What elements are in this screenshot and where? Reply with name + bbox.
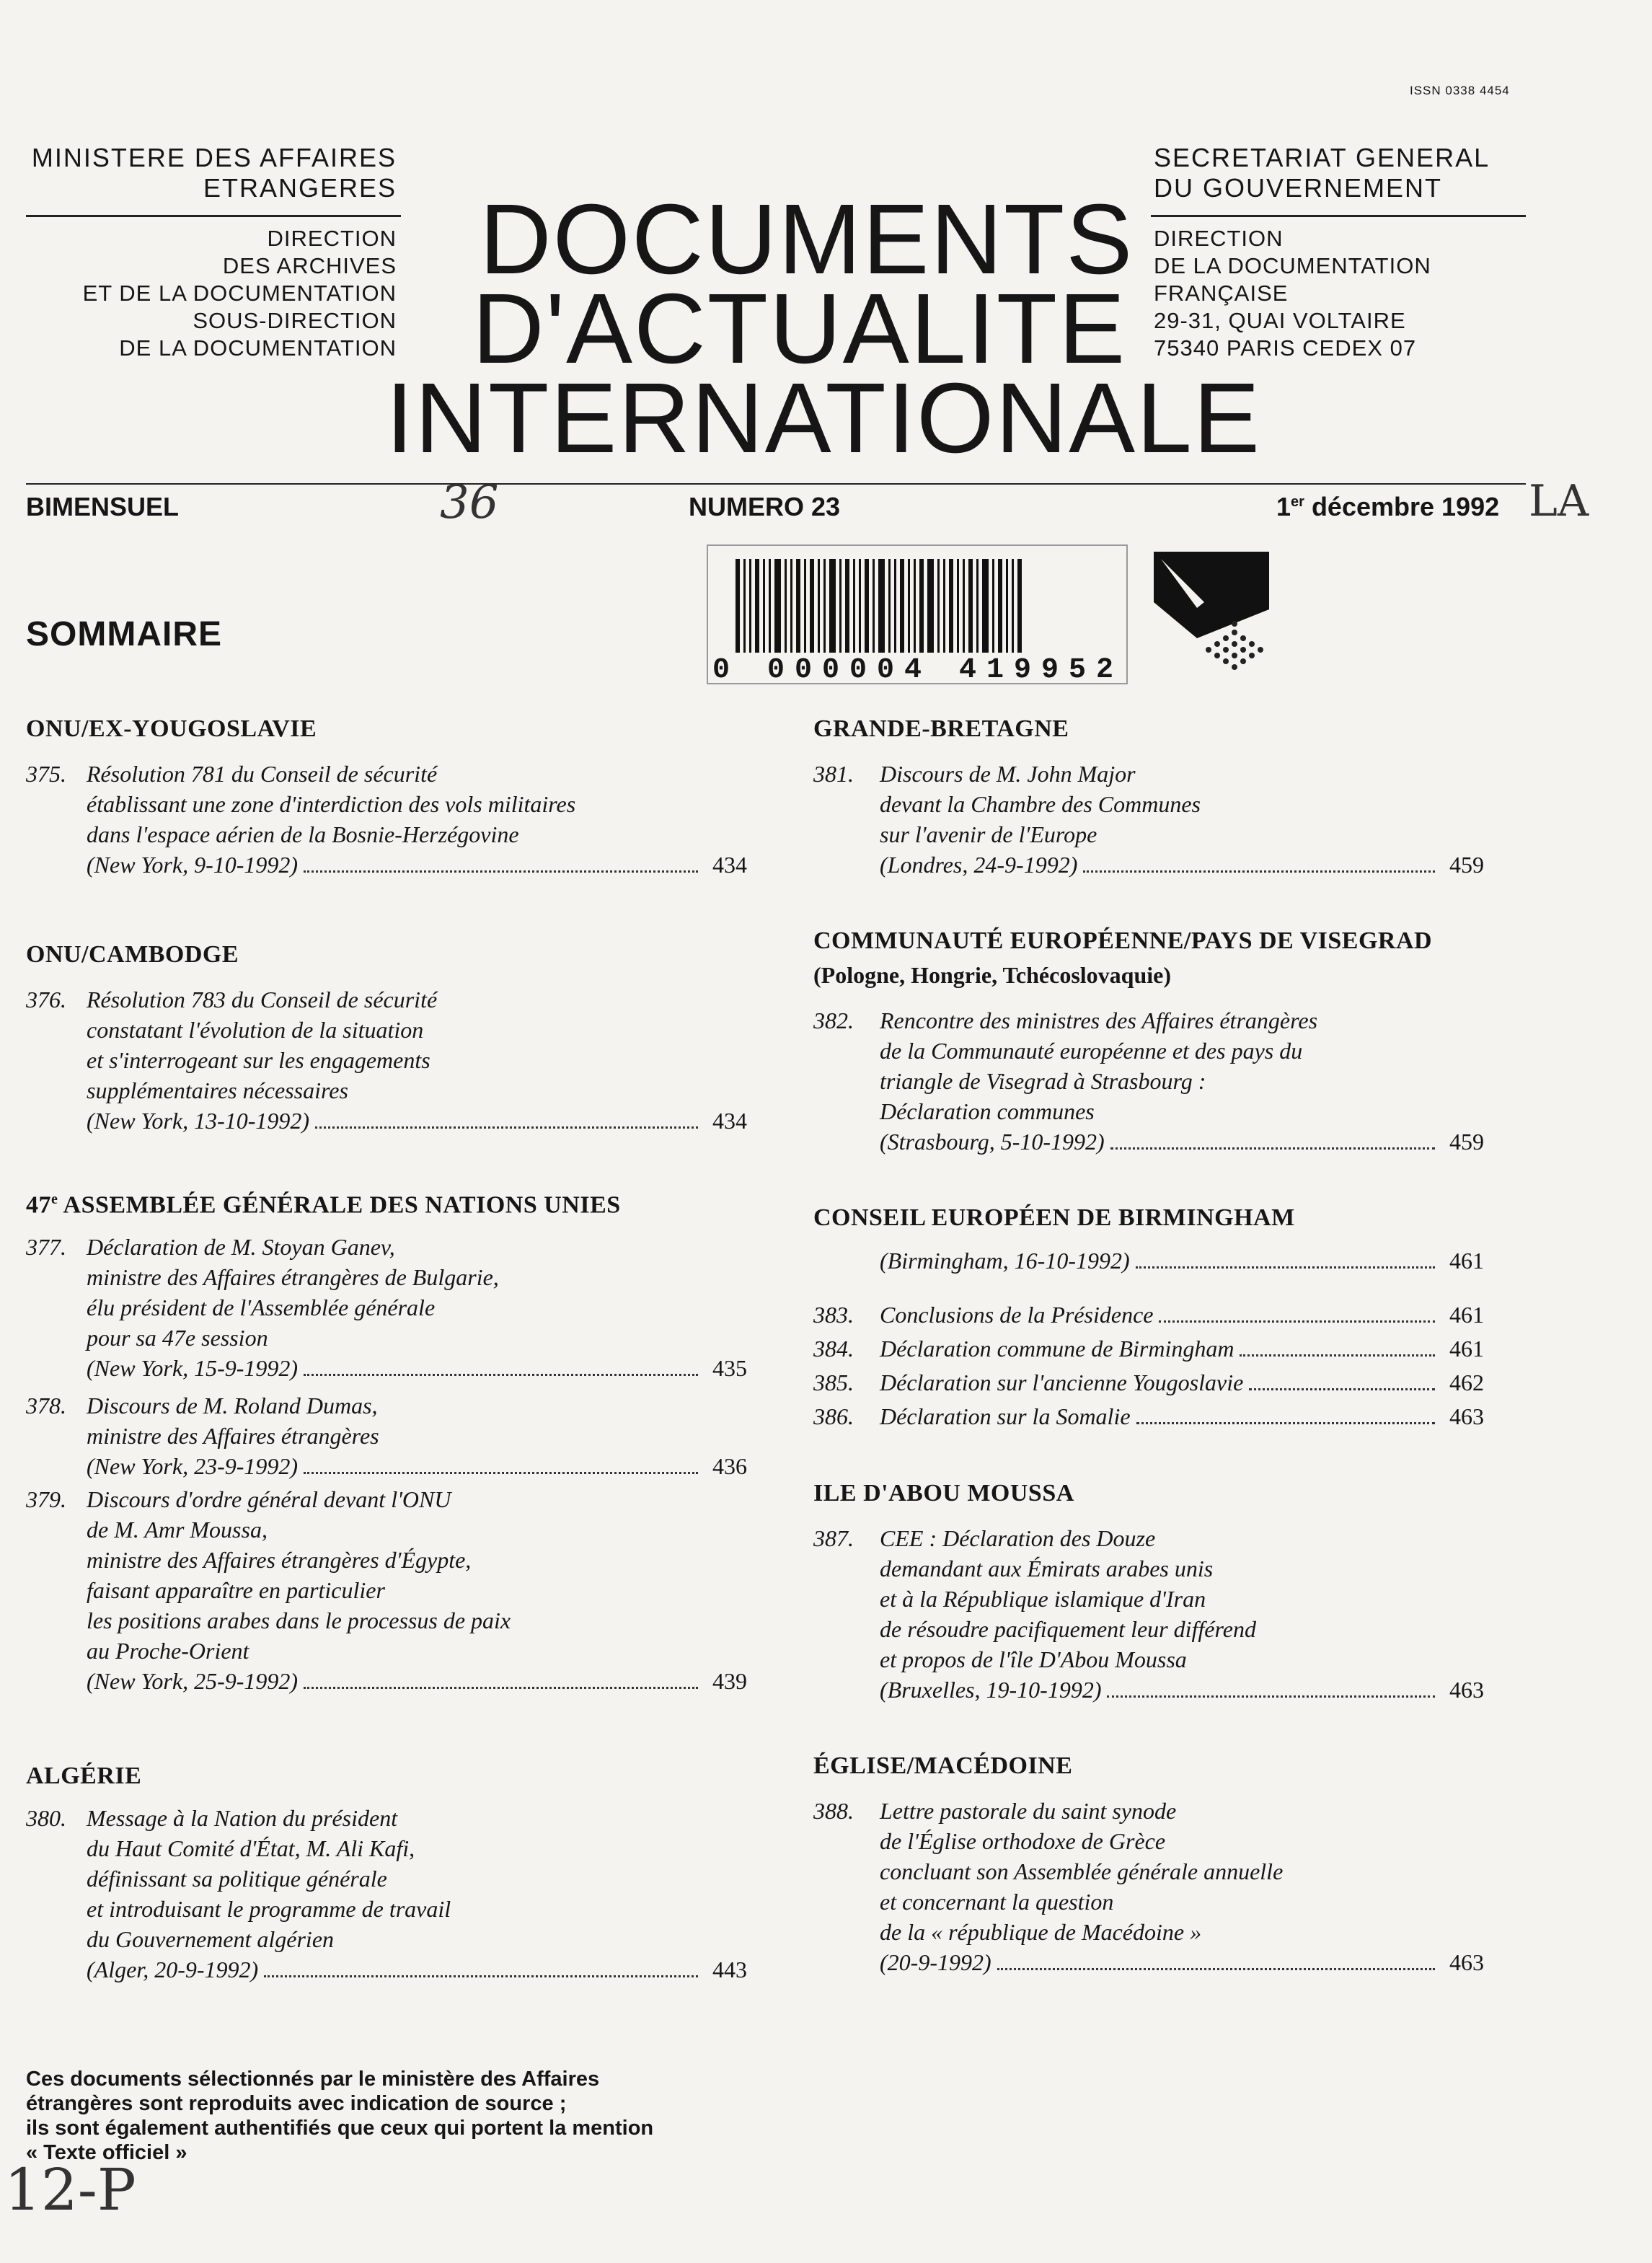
toc-entry-379[interactable]	[26, 1484, 747, 1696]
toc-entry-383[interactable]	[813, 1300, 1484, 1330]
entry-line: Résolution 783 du Conseil de sécurité	[87, 987, 438, 1013]
entry-line: (Londres, 24-9-1992)	[880, 852, 1078, 878]
barcode-bar	[900, 559, 904, 653]
dot-leader	[304, 1472, 698, 1474]
toc-entry-382[interactable]	[813, 1005, 1484, 1157]
direction-line: DES ARCHIVES	[222, 253, 397, 278]
right-rule	[1151, 215, 1526, 217]
barcode-bar	[818, 559, 820, 653]
entry-line: (New York, 9-10-1992)	[87, 852, 299, 878]
dot-leader	[1136, 1266, 1435, 1269]
entry-line: concluant son Assemblée générale annuelle	[880, 1858, 1284, 1884]
barcode-bar	[888, 559, 891, 653]
dot-leader	[1249, 1388, 1435, 1390]
left-rule	[26, 215, 401, 217]
logo-mark-icon	[1154, 552, 1269, 678]
issn-number: ISSN 0338 4454	[1410, 84, 1510, 97]
entry-line: dans l'espace aérien de la Bosnie-Herzégovine	[87, 821, 519, 847]
barcode-bar	[763, 559, 765, 653]
entry-line: Résolution 781 du Conseil de sécurité	[87, 761, 438, 787]
barcode-bar	[749, 559, 751, 653]
entry-line: élu président de l'Assemblée générale	[87, 1294, 436, 1320]
barcode-bar	[755, 559, 759, 653]
direction-line: 29-31, QUAI VOLTAIRE	[1154, 308, 1406, 333]
direction-line: DIRECTION	[267, 226, 397, 251]
entry-line: définissant sa politique générale	[87, 1866, 387, 1892]
entry-line: et à la République islamique d'Iran	[880, 1586, 1206, 1612]
entry-line: (Birmingham, 16-10-1992)	[880, 1248, 1130, 1274]
dot-leader	[304, 1374, 698, 1376]
barcode-bar	[937, 559, 940, 653]
entry-number: 382.	[813, 1007, 854, 1033]
barcode-bar	[859, 559, 861, 653]
entry-line: pour sa 47e session	[87, 1325, 268, 1351]
barcode-bar	[790, 559, 792, 653]
barcode-bar	[949, 559, 953, 653]
barcode-bar	[804, 559, 806, 653]
direction-line: DE LA DOCUMENTATION	[1154, 253, 1431, 278]
entry-line: Discours de M. John Major	[880, 761, 1136, 787]
toc-entry-380[interactable]	[26, 1803, 747, 1985]
entry-line: et concernant la question	[880, 1889, 1114, 1915]
barcode-bar	[976, 559, 979, 653]
entry-line: du Gouvernement algérien	[87, 1926, 335, 1952]
barcode-bar	[823, 559, 826, 653]
barcode-bar	[796, 559, 800, 653]
barcode-bar	[968, 559, 973, 653]
toc-entry-376[interactable]	[26, 984, 747, 1136]
toc-entry-birmingham[interactable]	[813, 1245, 1484, 1276]
direction-line: 75340 PARIS CEDEX 07	[1154, 335, 1417, 361]
entry-line: de la Communauté européenne et des pays du	[880, 1038, 1303, 1064]
barcode-bar	[963, 559, 965, 653]
handwritten-mark: LA	[1529, 476, 1589, 526]
footer-line: Ces documents sélectionnés par le ministère des Affaires	[26, 2068, 600, 2091]
title-line-1: DOCUMENTS	[480, 184, 1134, 295]
dot-leader	[315, 1126, 698, 1129]
dot-leader	[1083, 870, 1435, 873]
barcode-bars	[736, 559, 1103, 653]
title-line-2: D'ACTUALITE	[472, 273, 1127, 384]
entry-line: Conclusions de la Présidence	[880, 1302, 1154, 1328]
section-title: CONSEIL EUROPÉEN DE BIRMINGHAM	[813, 1204, 1295, 1231]
secretariat-block	[1154, 143, 1529, 203]
entry-line: établissant une zone d'interdiction des vols militaires	[87, 791, 576, 817]
entry-number: 384.	[813, 1336, 854, 1362]
entry-number: 375.	[26, 761, 66, 787]
sommaire-heading: SOMMAIRE	[26, 615, 222, 653]
direction-line: ET DE LA DOCUMENTATION	[82, 281, 397, 306]
section-subtitle: (Pologne, Hongrie, Tchécoslovaquie)	[813, 962, 1171, 988]
toc-entry-385[interactable]	[813, 1367, 1484, 1398]
entry-line: triangle de Visegrad à Strasbourg :	[880, 1068, 1206, 1094]
barcode-bar	[943, 559, 945, 653]
entry-line: constatant l'évolution de la situation	[87, 1017, 424, 1043]
entry-line: et propos de l'île D'Abou Moussa	[880, 1646, 1187, 1672]
barcode-bar	[957, 559, 959, 653]
entry-number: 388.	[813, 1798, 854, 1824]
entry-number: 379.	[26, 1486, 66, 1512]
secretariat-line: DU GOUVERNEMENT	[1154, 173, 1443, 203]
barcode-bar	[873, 559, 875, 653]
date-superscript: er	[1291, 494, 1304, 510]
section-title: COMMUNAUTÉ EUROPÉENNE/PAYS DE VISEGRAD	[813, 927, 1433, 954]
entry-number: 380.	[26, 1805, 66, 1831]
entry-line: Message à la Nation du président	[87, 1805, 398, 1831]
barcode-bar	[839, 559, 842, 653]
entry-number: 386.	[813, 1403, 854, 1429]
section-title: ÉGLISE/MACÉDOINE	[813, 1752, 1073, 1779]
toc-entry-387[interactable]	[813, 1523, 1484, 1705]
entry-page: 435	[712, 1355, 747, 1381]
barcode-bar	[927, 559, 934, 653]
entry-number: 378.	[26, 1393, 66, 1419]
dot-leader	[1136, 1422, 1435, 1424]
barcode-bar	[865, 559, 869, 653]
entry-line: Déclaration de M. Stoyan Ganev,	[87, 1234, 395, 1260]
dot-leader	[304, 1687, 698, 1689]
entry-line: demandant aux Émirats arabes unis	[880, 1556, 1214, 1582]
dot-leader	[1159, 1320, 1435, 1323]
footer-line: étrangères sont reproduits avec indication de source ;	[26, 2092, 567, 2115]
entry-line: sur l'avenir de l'Europe	[880, 821, 1097, 847]
entry-number: 387.	[813, 1525, 854, 1551]
entry-line: supplémentaires nécessaires	[87, 1077, 348, 1103]
entry-number: 381.	[813, 761, 854, 787]
entry-line: CEE : Déclaration des Douze	[880, 1525, 1156, 1551]
masthead-rule	[26, 483, 1526, 485]
barcode-bar	[1017, 559, 1022, 653]
dot-leader	[997, 1968, 1435, 1970]
barcode-bar	[774, 559, 781, 653]
archives-direction-block	[29, 225, 397, 362]
entry-line: Discours d'ordre général devant l'ONU	[87, 1486, 451, 1512]
footer-line: ils sont également authentifiés que ceux qui portent la mention	[26, 2117, 654, 2140]
section-title: GRANDE-BRETAGNE	[813, 715, 1069, 742]
barcode-bar	[919, 559, 924, 653]
entry-line: (New York, 25-9-1992)	[87, 1668, 299, 1694]
entry-line: de résoudre pacifiquement leur différend	[880, 1616, 1256, 1642]
entry-page: 461	[1449, 1336, 1484, 1362]
barcode-bar	[992, 559, 994, 653]
entry-line: Déclaration communes	[880, 1098, 1095, 1124]
barcode-bar	[736, 559, 740, 653]
section-title-superscript: e	[51, 1191, 58, 1207]
toc-entry-384[interactable]	[813, 1333, 1484, 1364]
barcode-bar	[1012, 559, 1014, 653]
entry-line: au Proche-Orient	[87, 1638, 249, 1664]
entry-line: Déclaration commune de Birmingham	[880, 1336, 1234, 1362]
dot-leader	[304, 870, 698, 873]
entry-number: 377.	[26, 1234, 66, 1260]
barcode-bar	[894, 559, 896, 653]
barcode-bar	[982, 559, 989, 653]
entry-line: de M. Amr Moussa,	[87, 1517, 268, 1543]
entry-line: (New York, 15-9-1992)	[87, 1355, 299, 1381]
entry-page: 443	[712, 1957, 747, 1982]
toc-entry-377[interactable]	[26, 1232, 747, 1383]
entry-page: 439	[712, 1668, 747, 1694]
frequency: BIMENSUEL	[26, 492, 180, 521]
direction-line: SOUS-DIRECTION	[193, 308, 397, 333]
dot-leader	[1107, 1695, 1435, 1698]
ministry-line: MINISTERE DES AFFAIRES	[31, 143, 397, 172]
entry-line: et introduisant le programme de travail	[87, 1896, 451, 1922]
entry-line: de l'Église orthodoxe de Grèce	[880, 1828, 1166, 1854]
entry-page: 461	[1449, 1302, 1484, 1328]
entry-line: (New York, 23-9-1992)	[87, 1453, 299, 1479]
entry-line: Discours de M. Roland Dumas,	[87, 1393, 378, 1419]
entry-line: (Alger, 20-9-1992)	[87, 1957, 259, 1982]
entry-number: 385.	[813, 1369, 854, 1395]
handwritten-number: 36	[440, 476, 499, 529]
entry-line: les positions arabes dans le processus de paix	[87, 1607, 511, 1633]
footer-note	[26, 2067, 769, 2165]
entry-page: 434	[712, 852, 747, 878]
entry-line: ministre des Affaires étrangères de Bulgarie,	[87, 1264, 499, 1290]
date-rest: décembre 1992	[1304, 492, 1500, 521]
entry-page: 463	[1449, 1403, 1484, 1429]
barcode-bar	[829, 559, 836, 653]
ministry-block	[29, 143, 397, 203]
toc-entry-378[interactable]	[26, 1390, 747, 1481]
entry-page: 462	[1449, 1369, 1484, 1395]
entry-page: 461	[1449, 1248, 1484, 1274]
section-title: ONU/EX-YOUGOSLAVIE	[26, 715, 317, 742]
entry-page: 463	[1449, 1677, 1484, 1703]
entry-line: ministre des Affaires étrangères	[87, 1423, 379, 1449]
barcode-bar	[743, 559, 746, 653]
direction-line: DE LA DOCUMENTATION	[119, 335, 397, 361]
entry-line: (New York, 13-10-1992)	[87, 1108, 310, 1134]
direction-line: DIRECTION	[1154, 226, 1284, 251]
barcode-bar	[914, 559, 916, 653]
toc-entry-375[interactable]	[26, 759, 747, 880]
barcode-bar	[878, 559, 885, 653]
entry-line: de la « république de Macédoine »	[880, 1919, 1202, 1945]
toc-entry-381[interactable]	[813, 759, 1484, 880]
footer-line: « Texte officiel »	[26, 2141, 187, 2164]
entry-line: et s'interrogeant sur les engagements	[87, 1047, 430, 1073]
entry-line: Déclaration sur l'ancienne Yougoslavie	[880, 1369, 1244, 1395]
entry-line: (Strasbourg, 5-10-1992)	[880, 1129, 1105, 1155]
barcode-bar	[845, 559, 849, 653]
entry-page: 463	[1449, 1949, 1484, 1975]
section-title	[26, 1191, 621, 1219]
entry-page: 436	[712, 1453, 747, 1479]
entry-line: ministre des Affaires étrangères d'Égypte,	[87, 1547, 472, 1573]
entry-line: du Haut Comité d'État, M. Ali Kafi,	[87, 1835, 415, 1861]
barcode-bar	[1006, 559, 1008, 653]
entry-line: (Bruxelles, 19-10-1992)	[880, 1677, 1102, 1703]
entry-line: Déclaration sur la Somalie	[880, 1403, 1131, 1429]
entry-page: 434	[712, 1108, 747, 1134]
toc-entry-388[interactable]	[813, 1796, 1484, 1977]
barcode-bar	[853, 559, 855, 653]
barcode	[707, 544, 1128, 687]
barcode-bar	[810, 559, 814, 653]
ministry-line: ETRANGERES	[203, 173, 397, 203]
margin-handwriting: 12-P	[4, 2156, 136, 2223]
section-title-number: 47	[26, 1191, 51, 1219]
barcode-bar	[769, 559, 771, 653]
section-title: ALGÉRIE	[26, 1763, 142, 1789]
section-title-text: ASSEMBLÉE GÉNÉRALE DES NATIONS UNIES	[58, 1191, 621, 1219]
entry-page: 459	[1449, 1129, 1484, 1155]
toc-entry-386[interactable]	[813, 1401, 1484, 1432]
entry-line: (20-9-1992)	[880, 1949, 991, 1975]
dot-leader	[1240, 1354, 1435, 1357]
entry-number: 383.	[813, 1302, 854, 1328]
entry-number: 376.	[26, 987, 66, 1013]
direction-line: FRANÇAISE	[1154, 281, 1289, 306]
issue-date	[1276, 492, 1499, 522]
entry-line: faisant apparaître en particulier	[87, 1577, 385, 1603]
documentation-direction-block	[1154, 225, 1529, 362]
date-day: 1	[1276, 492, 1291, 521]
entry-line: Lettre pastorale du saint synode	[880, 1798, 1177, 1824]
secretariat-line: SECRETARIAT GENERAL	[1154, 143, 1490, 172]
entry-page: 459	[1449, 852, 1484, 878]
section-title: ONU/CAMBODGE	[26, 941, 239, 968]
dot-leader	[264, 1975, 698, 1977]
publisher-logo	[1154, 552, 1269, 678]
section-title: ILE D'ABOU MOUSSA	[813, 1480, 1074, 1507]
barcode-bar	[908, 559, 910, 653]
barcode-bar	[785, 559, 787, 653]
barcode-bar	[998, 559, 1002, 653]
title-line-3: INTERNATIONALE	[386, 363, 1261, 474]
issue-number: NUMERO 23	[689, 492, 841, 521]
entry-line: devant la Chambre des Communes	[880, 791, 1201, 817]
dot-leader	[1110, 1147, 1435, 1150]
entry-line: Rencontre des ministres des Affaires étrangères	[880, 1007, 1318, 1033]
barcode-digits: 0 000004 419952	[712, 654, 1124, 687]
